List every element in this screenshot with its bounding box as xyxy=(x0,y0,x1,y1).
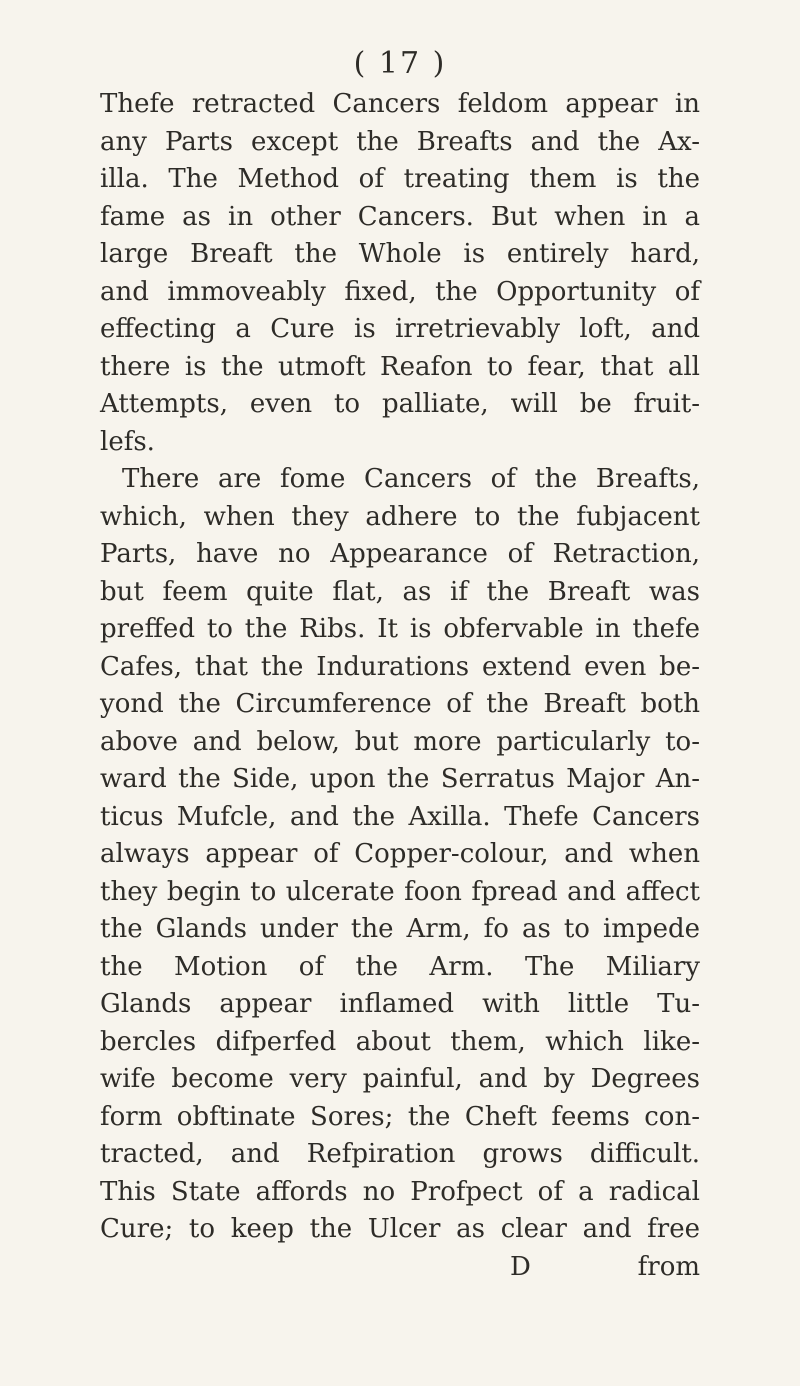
text-line: the Motion of the Arm. The Miliary xyxy=(100,951,700,982)
text-line: the Glands under the Arm, fo as to impede xyxy=(100,914,700,944)
text-line: There are fome Cancers of the Breafts, xyxy=(122,464,700,494)
text-line: but feem quite flat, as if the Breaft was xyxy=(100,576,700,607)
text-line: Glands appear inflamed with little Tu- xyxy=(100,989,700,1019)
text-line: fame as in other Cancers. But when in a xyxy=(100,201,700,232)
text-line: Parts, have no Appearance of Retraction, xyxy=(100,539,700,569)
page-number: ( 17 ) xyxy=(353,46,447,81)
footer-line xyxy=(100,1249,700,1287)
text-line: wife become very painful, and by Degrees xyxy=(100,1064,700,1094)
text-line: form obftinate Sores; the Cheft feems con- xyxy=(100,1101,700,1132)
body-text xyxy=(100,86,700,1286)
text-line: preffed to the Ribs. It is obfervable in thefe xyxy=(100,614,700,644)
text-line: and immoveably fixed, the Opportunity of xyxy=(100,276,700,307)
text-line: there is the utmoft Reafon to fear, that all xyxy=(100,351,700,382)
text-line: effecting a Cure is irretrievably loft, and xyxy=(100,314,700,344)
text-line: Attempts, even to palliate, will be fruit- xyxy=(100,389,700,419)
text-line: which, when they adhere to the fubjacent xyxy=(100,501,700,532)
text-line: above and below, but more particularly to- xyxy=(100,726,700,757)
catchword: from xyxy=(637,1251,700,1282)
text-line: they begin to ulcerate foon fpread and affect xyxy=(100,876,700,907)
text-line: always appear of Copper-colour, and when xyxy=(100,839,700,869)
text-line: ticus Mufcle, and the Axilla. Thefe Cancers xyxy=(100,801,700,832)
signature-mark: D xyxy=(510,1251,531,1282)
text-line: any Parts except the Breafts and the Ax- xyxy=(100,126,700,157)
text-line: This State affords no Profpect of a radical xyxy=(100,1176,700,1207)
text-line: tracted, and Refpiration grows difficult. xyxy=(100,1139,700,1169)
text-line: ward the Side, upon the Serratus Major An- xyxy=(100,764,700,794)
text-line: large Breaft the Whole is entirely hard, xyxy=(100,239,700,269)
text-line: Thefe retracted Cancers feldom appear in xyxy=(100,89,700,119)
text-line: lefs. xyxy=(100,426,155,457)
text-line: bercles difperfed about them, which like- xyxy=(100,1026,700,1057)
text-line: illa. The Method of treating them is the xyxy=(100,164,700,194)
text-line: Cafes, that the Indurations extend even be- xyxy=(100,651,700,682)
text-line: yond the Circumference of the Breaft both xyxy=(100,689,700,719)
text-line: Cure; to keep the Ulcer as clear and free xyxy=(100,1214,700,1244)
